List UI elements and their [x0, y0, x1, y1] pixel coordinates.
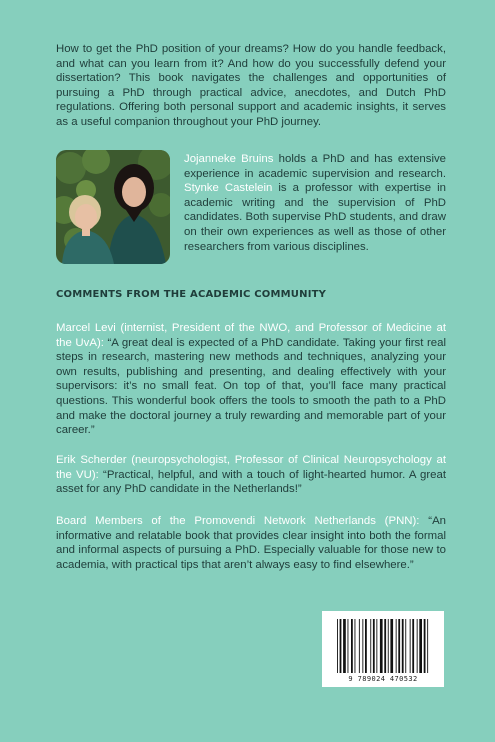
barcode-bar	[427, 619, 428, 673]
barcode-bar	[417, 619, 418, 673]
barcode-bar	[402, 619, 404, 673]
barcode-bar	[343, 619, 346, 673]
comments-heading: COMMENTS FROM THE ACADEMIC COMMUNITY	[56, 289, 327, 300]
barcode-bar	[373, 619, 375, 673]
barcode-bar	[396, 619, 397, 673]
barcode-bar	[410, 619, 411, 673]
barcode-bar	[355, 619, 356, 673]
author-name-2: Stynke Castelein	[184, 182, 273, 195]
author-section	[56, 150, 446, 266]
barcode-bar	[424, 619, 426, 673]
author-bio-2: is a professor with expertise in academic writing and the supervision of PhD candidates. Both supervise PhD students, and draw on their own experiences as well as those of other researchers from various disciplines.	[184, 182, 446, 253]
barcode-bar	[351, 619, 353, 673]
barcode-bar	[337, 619, 338, 673]
quote-source: Board Members of the Promovendi Network Netherlands (PNN):	[56, 515, 420, 527]
quote-source: Marcel Levi (internist, President of the NWO, and Professor of Medicine at the UvA):	[56, 322, 446, 349]
barcode-bar	[384, 619, 386, 673]
book-blurb: How to get the PhD position of your dreams? How do you handle feedback, and what can you learn from it? And how do you successfully defend your dissertation? This book navigates the challenges and opportunities of pursuing a PhD through practical advice, anecdotes, and Dutch PhD regulations. Offering both personal support and academic insights, it serves as a useful companion throughout your PhD journey.	[56, 43, 446, 128]
barcode-bar	[412, 619, 414, 673]
barcode-bar	[365, 619, 367, 673]
author-bio	[184, 152, 446, 254]
barcode-bar	[370, 619, 371, 673]
author-bio-1: holds a PhD and has extensive experience in academic supervision and research.	[184, 153, 447, 180]
barcode-bar	[362, 619, 363, 673]
barcode-bar	[419, 619, 422, 673]
quote-text: “A great deal is expected of a PhD candidate. Taking your first real steps in research, mastering new methods and techniques, analyzing your own results, publishing and presenting, and dealing effectively with your supervisors: it’s no small feat. On top of that, you’ll face many practical questions. This wonderful book offers the tools to smooth the path to a PhD and make the doctoral journey a truly rewarding and memorable part of your career.”	[56, 336, 446, 437]
barcode-bar	[348, 619, 349, 673]
endorsement-quote	[56, 453, 446, 497]
barcode-bar	[390, 619, 393, 673]
barcode-bar	[398, 619, 400, 673]
isbn-number: 9 789024 470532	[348, 675, 418, 683]
barcode-bar	[359, 619, 360, 673]
quote-text: “An informative and relatable book that provides clear insight into both the formal and informal aspects of pursuing a PhD. Especially valuable for those new to academia, with practical tips that aren’t always easy to find elsewhere.”	[56, 515, 446, 571]
barcode-bar	[405, 619, 406, 673]
quote-source: Erik Scherder (neuropsychologist, Professor of Clinical Neuropsychology at the VU):	[56, 454, 446, 481]
author-photo	[56, 150, 170, 264]
endorsement-quote	[56, 514, 446, 572]
isbn-barcode	[322, 611, 444, 687]
endorsement-quote	[56, 321, 446, 438]
barcode-bar	[340, 619, 342, 673]
quote-text: “Practical, helpful, and with a touch of light-hearted humor. A great asset for any PhD candidate in the Netherlands!”	[56, 468, 446, 496]
barcode-bar	[380, 619, 383, 673]
barcode-bars	[322, 611, 444, 677]
author-name-1: Jojanneke Bruins	[184, 153, 274, 165]
barcode-bar	[376, 619, 377, 673]
barcode-bar	[388, 619, 389, 673]
